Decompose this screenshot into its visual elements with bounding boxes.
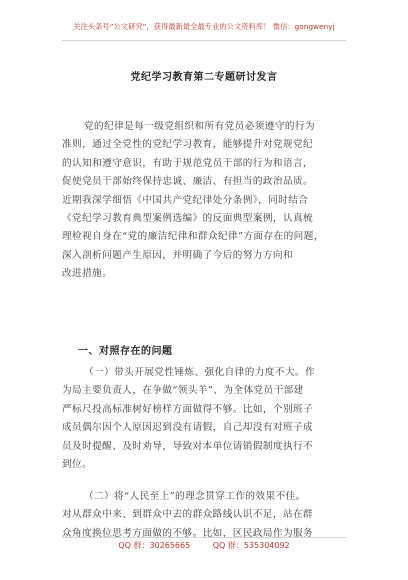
paragraph-item-2 xyxy=(62,488,348,543)
section-heading: 一、对照存在的问题 xyxy=(78,346,173,357)
paragraph-line: 严标尺投高标准树好榜样方面做得不够。比如，个别班子 xyxy=(62,403,314,415)
paragraph-line: 的认知和遵守意识，有助于规范党员干部的行为和语言， xyxy=(62,157,314,169)
paragraph-line: 为局主要负责人，在争做“领头羊”、为全体党员干部建 xyxy=(62,385,304,397)
paragraph-line: 到位。 xyxy=(62,459,93,471)
paragraph-line: 《党纪学习教育典型案例选编》的反面典型案例，认真梳 xyxy=(62,213,314,225)
paragraph-line: 成员偶尔因个人原因迟到没有请假，自己却没有对班子成 xyxy=(62,422,314,434)
paragraph-line: 理检视自身在“党的廉洁纪律和群众纪律”方面存在的问题， xyxy=(62,231,324,243)
document-title: 党纪学习教育第二专题研讨发言 xyxy=(130,72,278,83)
paragraph-line: （二）将“人民至上”的理念贯穿工作的效果不佳。 xyxy=(84,491,306,502)
paragraph-intro xyxy=(62,118,348,284)
paragraph-line: 员及时提醒、及时劝导，导致对本单位请销假制度执行不 xyxy=(62,440,314,452)
paragraph-line: 促使党员干部始终保持忠诚、廉洁、有担当的政治品质。 xyxy=(62,176,314,188)
paragraph-line: 深入剖析问题产生原因，并明确了今后的努力方向和 xyxy=(62,249,294,261)
paragraph-line: 众角度换位思考方面做的不够。比如，区民政局作为服务 xyxy=(62,527,314,539)
paragraph-line: 对从群众中来、到群众中去的群众路线认识不足，站在群 xyxy=(62,509,314,521)
footer-qq-group-2: QQ 群：535304092 xyxy=(212,541,290,550)
paragraph-line: 近期我深学细悟《中国共产党纪律处分条例》，同时结合 xyxy=(62,194,309,206)
footer-divider xyxy=(62,537,346,538)
paragraph-line: 改进措施。 xyxy=(62,268,113,280)
footer-qq-group-1: QQ 群：30265665 xyxy=(118,541,191,550)
paragraph-line: （一）带头开展党性锤炼、强化自律的力度不大。作 xyxy=(84,367,316,378)
footer xyxy=(0,540,408,551)
paragraph-line: 党的纪律是每一级党组织和所有党员必须遵守的行为 xyxy=(84,121,316,132)
header-banner: 关注头条号“公文研究”，获得最新最全最专业的公文资料库！ 微信：gongwenyj xyxy=(73,22,335,31)
paragraph-line: 准则，通过全党性的党纪学习教育，能够提升对党规党纪 xyxy=(62,139,314,151)
header-divider xyxy=(62,40,346,41)
paragraph-item-1 xyxy=(62,364,348,474)
